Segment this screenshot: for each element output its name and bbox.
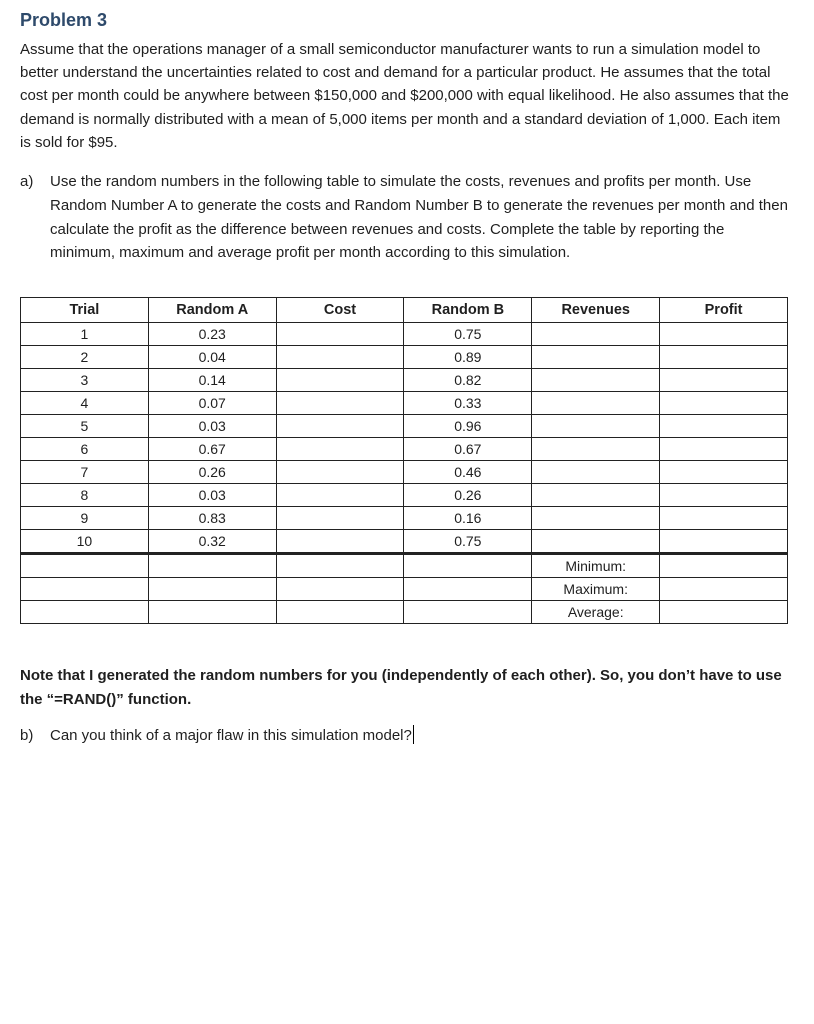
random-b-cell: 0.89 [404,346,532,369]
random-a-cell: 0.14 [148,369,276,392]
empty-cell [21,578,149,601]
random-a-cell: 0.26 [148,461,276,484]
empty-cell [148,578,276,601]
table-row [21,438,788,461]
revenues-cell[interactable] [532,415,660,438]
cost-cell[interactable] [276,507,404,530]
empty-cell [148,554,276,578]
header-trial: Trial [21,298,149,323]
table-row [21,530,788,554]
revenues-cell[interactable] [532,323,660,346]
revenues-cell[interactable] [532,530,660,554]
random-b-cell: 0.75 [404,323,532,346]
problem-title: Problem 3 [20,10,108,30]
profit-cell[interactable] [660,369,788,392]
average-profit-cell[interactable] [660,601,788,624]
table-header-row [21,298,788,323]
trial-cell: 9 [21,507,149,530]
cost-cell[interactable] [276,530,404,554]
summary-label-minimum: Minimum: [532,554,660,578]
trial-cell: 5 [21,415,149,438]
note-text: Note that I generated the random numbers for you (independently of each other). So, you don’t have to use the “=RAND()” function. [20,667,782,708]
profit-cell[interactable] [660,461,788,484]
maximum-profit-cell[interactable] [660,578,788,601]
random-a-cell: 0.83 [148,507,276,530]
random-b-cell: 0.46 [404,461,532,484]
cost-cell[interactable] [276,484,404,507]
table-row [21,461,788,484]
minimum-profit-cell[interactable] [660,554,788,578]
header-revenues: Revenues [532,298,660,323]
summary-row-maximum [21,578,788,601]
cost-cell[interactable] [276,323,404,346]
profit-cell[interactable] [660,530,788,554]
part-b-line[interactable] [50,724,414,748]
random-b-cell: 0.67 [404,438,532,461]
problem-intro: Assume that the operations manager of a small semiconductor manufacturer wants to run a simulation model to better understand the uncertainties related to cost and demand for a particular product. He assumes that the total cost per month could be anywhere between $150,000 and $200,000 with equal likelihood. He also assumes that the demand is normally distributed with a mean of 5,000 items per month and a standard deviation of 1,000. Each item is sold for $95. [20,41,789,151]
header-profit: Profit [660,298,788,323]
random-b-cell: 0.16 [404,507,532,530]
revenues-cell[interactable] [532,484,660,507]
empty-cell [404,578,532,601]
cost-cell[interactable] [276,438,404,461]
summary-row-minimum [21,554,788,578]
random-a-cell: 0.03 [148,415,276,438]
empty-cell [404,554,532,578]
part-a [20,170,790,265]
empty-cell [148,601,276,624]
table-row [21,484,788,507]
trial-cell: 8 [21,484,149,507]
random-a-cell: 0.23 [148,323,276,346]
trial-cell: 6 [21,438,149,461]
profit-cell[interactable] [660,392,788,415]
part-a-text: Use the random numbers in the following table to simulate the costs, revenues and profits per month. Use Random Number A to generate the costs and Random Number B to generate the revenues per month and then calculate the profit as the difference between revenues and costs. Complete the table by reporting the minimum, maximum and average profit per month according to this simulation. [50,173,788,262]
profit-cell[interactable] [660,507,788,530]
summary-label-average: Average: [532,601,660,624]
profit-cell[interactable] [660,484,788,507]
random-b-cell: 0.75 [404,530,532,554]
table-row [21,415,788,438]
revenues-cell[interactable] [532,507,660,530]
random-b-cell: 0.26 [404,484,532,507]
empty-cell [276,578,404,601]
trial-cell: 1 [21,323,149,346]
profit-cell[interactable] [660,438,788,461]
empty-cell [276,554,404,578]
revenues-cell[interactable] [532,346,660,369]
trial-cell: 2 [21,346,149,369]
revenues-cell[interactable] [532,461,660,484]
revenues-cell[interactable] [532,369,660,392]
profit-cell[interactable] [660,323,788,346]
cost-cell[interactable] [276,346,404,369]
cost-cell[interactable] [276,369,404,392]
profit-cell[interactable] [660,346,788,369]
random-b-cell: 0.96 [404,415,532,438]
cost-cell[interactable] [276,461,404,484]
table-row [21,323,788,346]
table-row [21,392,788,415]
table-row [21,507,788,530]
random-b-cell: 0.33 [404,392,532,415]
trial-cell: 3 [21,369,149,392]
random-b-cell: 0.82 [404,369,532,392]
revenues-cell[interactable] [532,438,660,461]
simulation-table [20,297,788,624]
trial-cell: 10 [21,530,149,554]
part-b-label: b) [20,727,34,744]
random-a-cell: 0.07 [148,392,276,415]
part-a-label: a) [20,173,34,191]
header-random-b: Random B [404,298,532,323]
empty-cell [21,554,149,578]
part-b [20,724,414,748]
random-a-cell: 0.04 [148,346,276,369]
cost-cell[interactable] [276,392,404,415]
empty-cell [276,601,404,624]
document-page [20,8,790,744]
header-random-a: Random A [148,298,276,323]
revenues-cell[interactable] [532,392,660,415]
empty-cell [21,601,149,624]
profit-cell[interactable] [660,415,788,438]
cost-cell[interactable] [276,415,404,438]
text-cursor [413,725,415,744]
trial-cell: 4 [21,392,149,415]
table-row [21,369,788,392]
table-row [21,346,788,369]
summary-row-average [21,601,788,624]
empty-cell [404,601,532,624]
random-a-cell: 0.03 [148,484,276,507]
trial-cell: 7 [21,461,149,484]
summary-label-maximum: Maximum: [532,578,660,601]
header-cost: Cost [276,298,404,323]
random-a-cell: 0.32 [148,530,276,554]
random-a-cell: 0.67 [148,438,276,461]
part-b-text: Can you think of a major flaw in this simulation model? [50,727,412,744]
